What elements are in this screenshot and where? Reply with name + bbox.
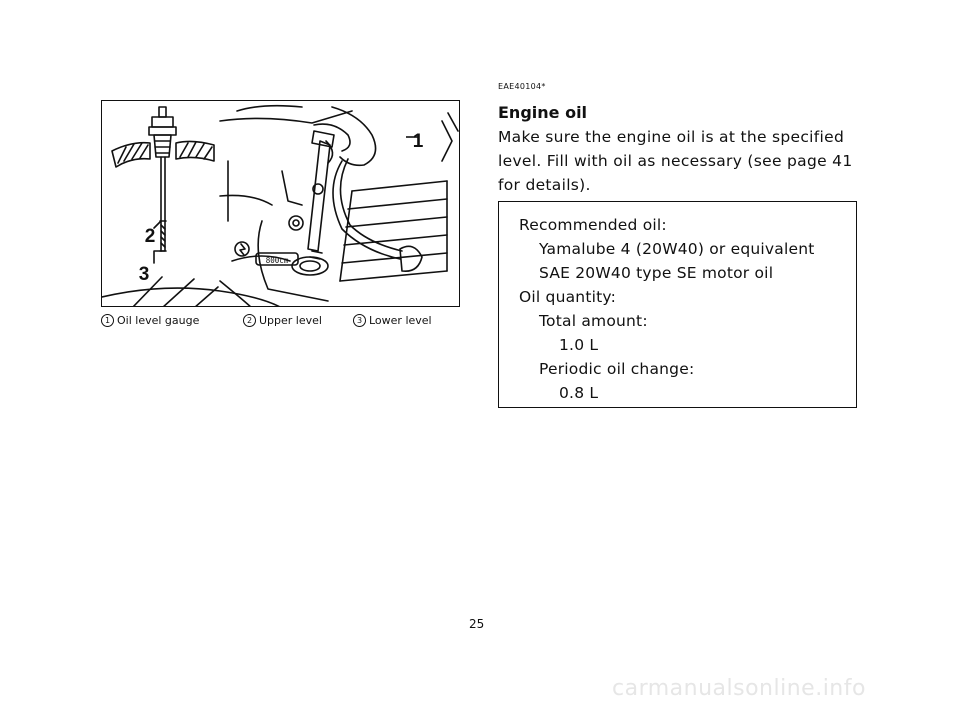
callout-1: 1	[412, 131, 424, 152]
circled-number: 3	[353, 314, 366, 327]
oil-gauge-illustration	[101, 100, 460, 307]
recommended-oil-line-2: SAE 20W40 type SE motor oil	[539, 264, 774, 282]
page-number: 25	[469, 617, 485, 631]
caption-item-upper-level	[243, 314, 322, 327]
total-amount-value: 1.0 L	[559, 336, 599, 354]
caption-label: Upper level	[259, 314, 322, 327]
circled-number: 2	[243, 314, 256, 327]
recommended-oil-label: Recommended oil:	[519, 216, 667, 234]
oil-quantity-label: Oil quantity:	[519, 288, 617, 306]
periodic-change-label: Periodic oil change:	[539, 360, 695, 378]
periodic-change-value: 0.8 L	[559, 384, 599, 402]
total-amount-label: Total amount:	[539, 312, 648, 330]
caption-item-oil-level-gauge	[101, 314, 199, 327]
section-paragraph: Make sure the engine oil is at the specified level. Fill with oil as necessary (see page 41 for details).	[498, 128, 853, 194]
oil-spec-box	[498, 201, 857, 408]
callout-3: 3	[138, 264, 150, 285]
caption-label: Oil level gauge	[117, 314, 200, 327]
callout-2: 2	[144, 226, 156, 247]
caption-label: Lower level	[369, 314, 432, 327]
caption-item-lower-level	[353, 314, 432, 327]
recommended-oil-line-1: Yamalube 4 (20W40) or equivalent	[539, 240, 815, 258]
section-code: EAE40104*	[498, 82, 546, 91]
engine-displacement-label: 800cm	[265, 256, 289, 265]
circled-number: 1	[101, 314, 114, 327]
engine-drawing	[102, 101, 460, 307]
section-heading: Engine oil	[498, 103, 588, 122]
watermark: carmanualsonline.info	[612, 676, 866, 701]
figure-caption	[101, 314, 461, 332]
